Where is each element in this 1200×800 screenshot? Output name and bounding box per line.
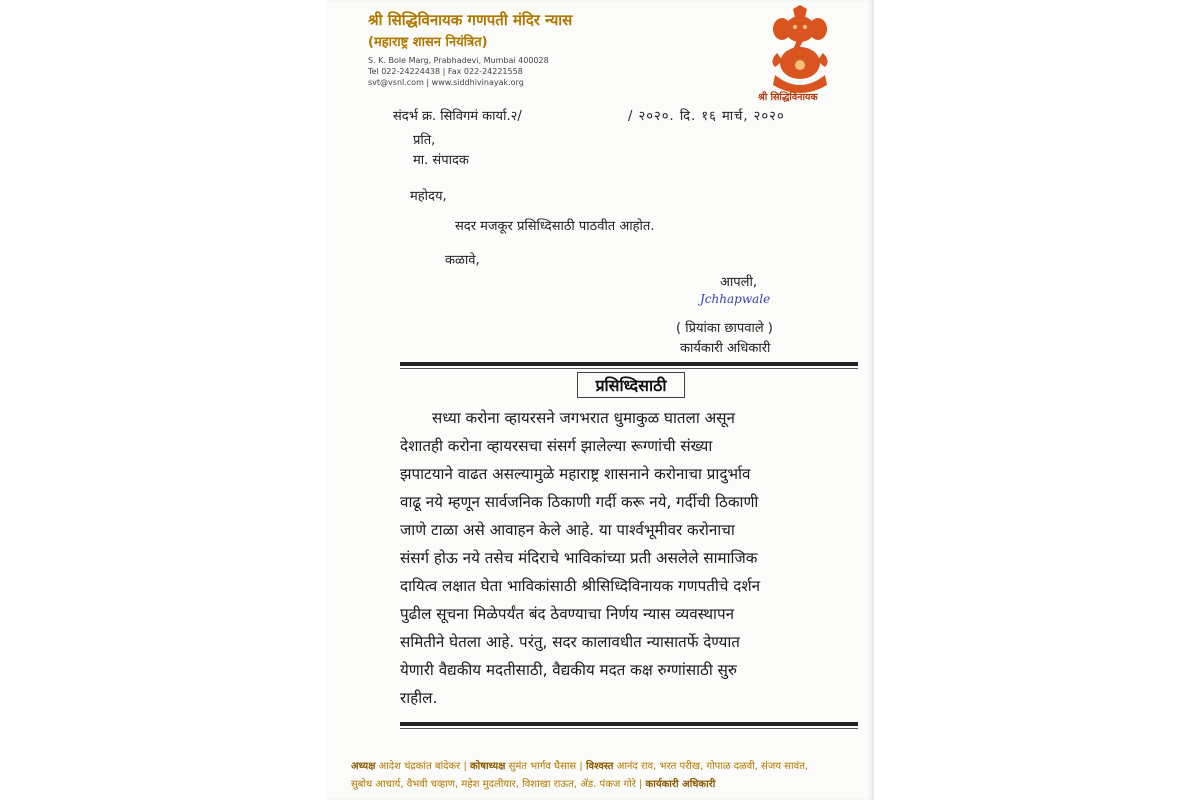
org-phone-fax: Tel 022-24224438 | Fax 022-24221558 [368,67,523,76]
org-subtitle: (महाराष्ट्र शासन नियंत्रित) [368,35,488,50]
footer-line-1: अध्यक्ष आदेश चंद्रकांत बांदेकर | कोषाध्यक्ष सुमंत भार्गव घैसास | विश्वस्त आनंद राव, भरत परीख, गोपाळ दळवी, संजय सावंत, [351,761,809,772]
signature: Jchhapwale [700,292,771,306]
closing-request: कळावे, [445,253,480,268]
divider-top-thin [400,368,858,369]
to-label: प्रति, [413,133,436,148]
footer-name-trustees: आनंद राव, भरत परीख, गोपाळ दळवी, संजय सावंत, [616,761,809,772]
para-line-3: झपाटयाने वाढत असल्यामुळे महाराष्ट्र शासनाने करोनाचा प्रादुर्भाव [400,465,751,483]
para-line-7: दायित्व लक्षात घेता भाविकांसाठी श्रीसिध्दिविनायक गणपतीचे दर्शन [400,577,761,595]
para-line-10: येणारी वैद्यकीय मदतीसाठी, वैद्यकीय मदत कक्ष रुग्णांसाठी सुरु [400,661,737,679]
divider-top [400,362,858,366]
org-name: श्री सिद्धिविनायक गणपती मंदिर न्यास [368,11,573,29]
press-release-heading: प्रसिध्दिसाठी [577,372,685,398]
para-line-2: देशातही करोना व्हायरसचा संसर्ग झालेल्या रूग्णांची संख्या [400,437,713,455]
footer-role-trustees: विश्वस्त [585,761,614,772]
org-email-web: svt@vsnl.com | www.siddhivinayak.org [368,78,524,87]
footer-name-treasurer: सुमंत भार्गव घैसास [508,761,577,772]
signatory-title: कार्यकारी अधिकारी [680,341,771,356]
para-line-11: राहील. [400,689,438,707]
para-line-6: संसर्ग होऊ नये तसेच मंदिराचे भाविकांच्या प्रती असलेले सामाजिक [400,549,758,567]
footer-role-treasurer: कोषाध्यक्ष [470,761,506,772]
signatory-name: ( प्रियांका छापवाले ) [676,321,773,336]
footer-name-president: आदेश चंद्रकांत बांदेकर [378,761,461,772]
footer-trustees-cont: सुबोध आचार्य, वैभवी चव्हाण, महेश मुदलीयार, विशाखा राऊत, ॲड. पंकज गोरे [351,779,636,790]
salutation: महोदय, [410,189,447,204]
footer-role-executive: कार्यकारी अधिकारी [645,779,716,790]
para-line-8: पुढील सूचना मिळेपर्यंत बंद ठेवण्याचा निर्णय न्यास व्यवस्थापन [400,605,735,623]
para-line-5: जाणे टाळा असे आवाहन केले आहे. या पार्श्वभूमीवर करोनाचा [400,521,735,539]
cover-body: सदर मजकूर प्रसिध्दिसाठी पाठवीत आहोत. [455,219,655,234]
para-line-1: सध्या करोना व्हायरसने जगभरात धुमाकुळ घातला असून [432,409,735,427]
org-address: S. K. Bole Marg, Prabhadevi, Mumbai 400028 [368,56,549,65]
paper-edge [872,0,874,800]
logo-caption: श्री सिद्धिविनायक [758,92,818,103]
recipient: मा. संपादक [413,153,469,168]
ganesha-icon [765,5,835,101]
divider-bottom [400,722,858,726]
sign-off: आपली, [720,275,757,290]
reference-number: संदर्भ क्र. सिविगमं कार्या.२/ [393,109,522,124]
letter-date: / २०२०. दि. १६ मार्च, २०२० [628,109,785,124]
para-line-9: समितीने घेतला आहे. परंतु, सदर कालावधीत न्यासातर्फे देण्यात [400,633,740,651]
footer-role-president: अध्यक्ष [351,761,376,772]
footer-line-2: सुबोध आचार्य, वैभवी चव्हाण, महेश मुदलीयार, विशाखा राऊत, ॲड. पंकज गोरे | कार्यकारी अधिकारी [351,779,716,790]
para-line-4: वाढू नये म्हणून सार्वजनिक ठिकाणी गर्दी करू नये, गर्दीची ठिकाणी [400,493,759,511]
divider-bottom-thin [400,728,858,729]
